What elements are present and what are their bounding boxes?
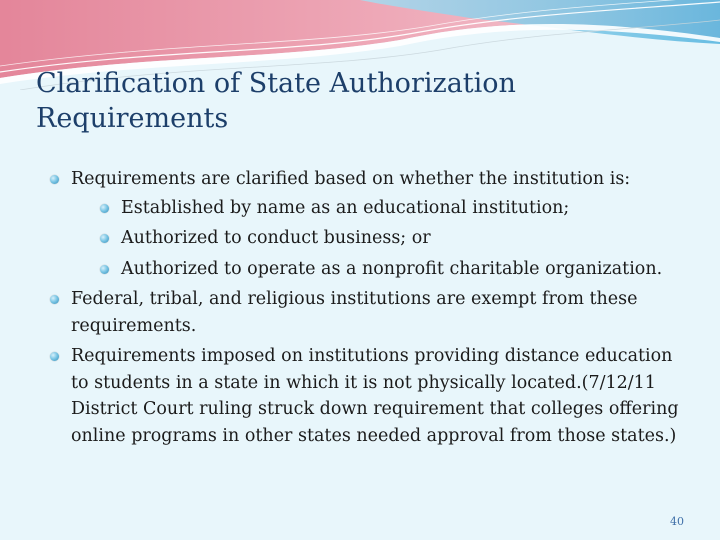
circle-bullet-icon xyxy=(50,352,59,361)
list-item xyxy=(50,286,690,339)
sub-list-item-text: Authorized to operate as a nonprofit charitable organization. xyxy=(121,258,663,279)
page-number: 40 xyxy=(670,515,684,528)
circle-bullet-icon xyxy=(50,295,59,304)
list-item-text: Requirements imposed on institutions providing distance education to students in a state in which it is not physically located.(7/12/11 District Court ruling struck down requirement that colleges offering online programs in other states needed approval from those states.) xyxy=(71,346,679,446)
sub-list-item xyxy=(71,195,690,222)
sub-list-item-text: Authorized to conduct business; or xyxy=(121,228,431,248)
list-item xyxy=(50,166,690,282)
circle-bullet-icon xyxy=(50,175,59,184)
sub-list-item xyxy=(71,256,690,283)
bullet-list xyxy=(50,166,690,449)
sub-bullet-list xyxy=(71,195,690,283)
circle-bullet-icon xyxy=(100,234,109,243)
list-item-text: Federal, tribal, and religious institutions are exempt from these requirements. xyxy=(71,289,638,336)
sub-list-item-text: Established by name as an educational institution; xyxy=(121,197,570,218)
list-item xyxy=(50,343,690,449)
slide-title: Clarification of State Authorization Requirements xyxy=(36,68,516,134)
sub-list-item xyxy=(71,225,690,252)
slide-body xyxy=(50,166,690,453)
circle-bullet-icon xyxy=(100,265,109,274)
circle-bullet-icon xyxy=(100,204,109,213)
list-item-text: Requirements are clarified based on whether the institution is: xyxy=(71,169,631,189)
